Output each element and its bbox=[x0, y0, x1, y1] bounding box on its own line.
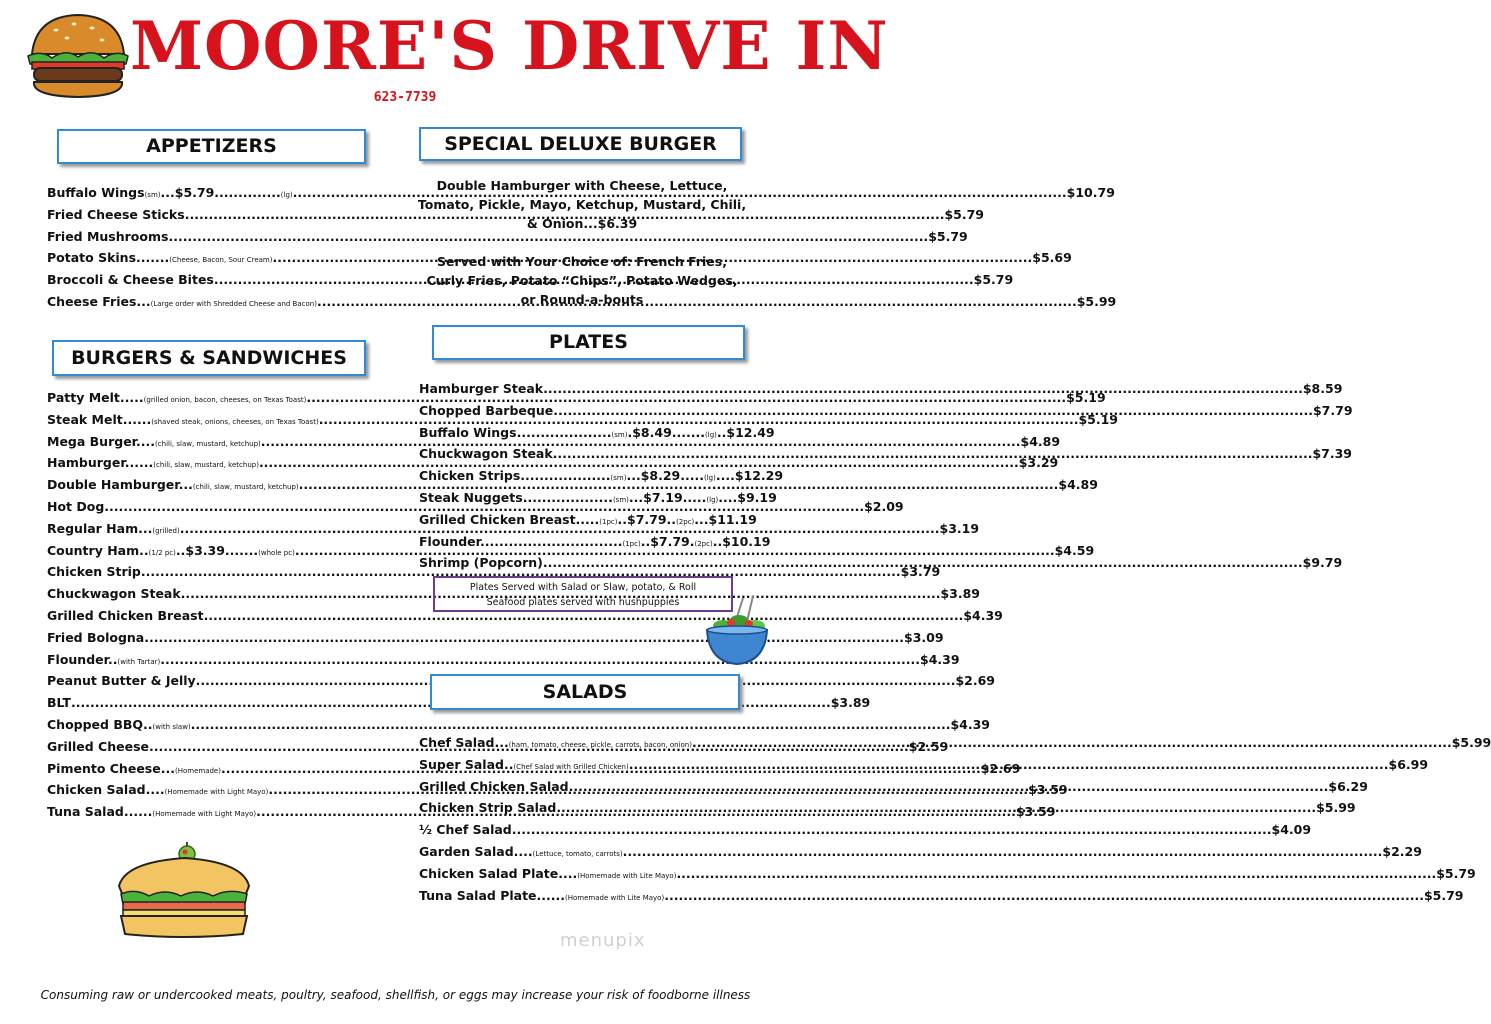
sandwich-icon bbox=[115, 834, 253, 942]
menu-item bbox=[419, 487, 777, 509]
item-price: $7.79 bbox=[1312, 402, 1353, 418]
item-price: $5.79 bbox=[1436, 865, 1476, 881]
item-price: ..$12.49 bbox=[716, 424, 775, 440]
item-name: Fried Mushrooms bbox=[47, 228, 169, 244]
item-name: Chicken Salad.... bbox=[47, 782, 165, 798]
item-note: (Homemade with Light Mayo) bbox=[152, 810, 257, 819]
dot-leader bbox=[629, 754, 1389, 776]
item-note: (with Tartar) bbox=[117, 657, 161, 666]
item-name: Buffalo Wings bbox=[47, 185, 145, 200]
item-price: ...$10.79 bbox=[1052, 185, 1115, 200]
item-note: (lg) bbox=[705, 430, 717, 439]
item-name: Chicken Strip Salad bbox=[419, 800, 557, 816]
menu-item bbox=[47, 714, 990, 736]
plates-heading: PLATES bbox=[432, 325, 745, 360]
item-note: (ham, tomato, cheese, pickle, carrots, bacon, onion) bbox=[508, 741, 692, 749]
item-note: (1/2 pc) bbox=[148, 548, 176, 557]
item-price: $3.59 bbox=[1015, 804, 1056, 820]
item-note: (lg) bbox=[280, 191, 293, 199]
special-heading: SPECIAL DELUXE BURGER bbox=[419, 127, 742, 161]
item-price: $9.79 bbox=[1302, 555, 1343, 571]
phone-number: 623-7739 bbox=[373, 90, 437, 105]
item-price: $2.59 bbox=[908, 738, 949, 754]
item-price: $4.39 bbox=[963, 607, 1003, 623]
item-name: Grilled Chicken Salad bbox=[419, 778, 569, 794]
item-note: (sm) bbox=[611, 430, 628, 439]
item-name: Grilled Chicken Breast bbox=[47, 607, 204, 623]
menu-item bbox=[47, 182, 1115, 204]
menu-item bbox=[47, 291, 1117, 313]
item-price: $5.19 bbox=[1066, 390, 1106, 405]
item-name: BLT bbox=[47, 695, 71, 711]
dot-leader bbox=[553, 443, 1313, 465]
item-note: (Cheese, Bacon, Sour Cream) bbox=[169, 256, 273, 265]
item-price: $4.59 bbox=[1054, 542, 1095, 558]
item-price: $2.09 bbox=[864, 498, 904, 514]
item-note: (whole pc) bbox=[258, 548, 295, 557]
menu-item bbox=[419, 509, 757, 531]
item-price: $4.89 bbox=[1020, 433, 1061, 449]
item-price: $3.09 bbox=[904, 629, 944, 645]
item-note: (lg) bbox=[706, 495, 719, 504]
menu-item bbox=[47, 649, 960, 671]
item-name: Potato Skins....... bbox=[47, 250, 170, 266]
item-price: $2.29 bbox=[1382, 843, 1422, 859]
salad-bowl-icon bbox=[703, 590, 771, 670]
item-price-small: ..$7.79. bbox=[640, 533, 695, 549]
item-note: (grilled onion, bacon, cheeses, on Texas Toast) bbox=[143, 396, 307, 404]
dot-leader bbox=[664, 885, 1424, 907]
item-name: Cheese Fries... bbox=[47, 293, 151, 309]
salads-heading: SALADS bbox=[430, 674, 740, 710]
item-name: Steak Melt...... bbox=[47, 411, 152, 427]
item-name: Country Ham.. bbox=[47, 542, 149, 558]
item-price: $5.79 bbox=[973, 272, 1014, 288]
burger-icon bbox=[22, 10, 134, 102]
item-name: Chuckwagon Steak bbox=[47, 586, 181, 602]
menu-item bbox=[419, 531, 771, 553]
item-price: $2.69 bbox=[980, 760, 1021, 776]
plates-footnote-1: Plates Served with Salad or Slaw, potato, & Roll bbox=[469, 582, 697, 593]
item-name: Steak Nuggets................... bbox=[419, 489, 613, 505]
plates-note bbox=[433, 576, 733, 612]
menu-item bbox=[47, 204, 985, 226]
special-description: Double Hamburger with Cheese, Lettuce, Tomato, Pickle, Mayo, Ketchup, Mustard, Chili, & Onion...$6.39 bbox=[417, 178, 747, 231]
item-name: Chopped Barbeque bbox=[419, 402, 554, 418]
item-name: Chicken Strips................... bbox=[419, 468, 611, 484]
item-price: $6.99 bbox=[1388, 756, 1429, 772]
item-name: Hamburger...... bbox=[47, 455, 154, 471]
footer-disclaimer: Consuming raw or undercooked meats, poultry, seafood, shellfish, or eggs may increase your risk of foodborne illness bbox=[40, 988, 751, 1002]
item-price: $3.29 bbox=[1018, 455, 1059, 471]
item-name: Broccoli & Cheese Bites bbox=[47, 272, 214, 288]
dot-leader bbox=[623, 841, 1383, 863]
item-name: Double Hamburger... bbox=[47, 477, 193, 493]
item-price: $8.59 bbox=[1302, 381, 1343, 396]
item-name: Chicken Salad Plate.... bbox=[419, 865, 578, 881]
item-note: (Homemade with Lite Mayo) bbox=[577, 871, 677, 880]
item-price-small: ..$7.79.. bbox=[617, 511, 677, 527]
item-note: (chili, slaw, mustard, ketchup) bbox=[155, 439, 261, 448]
burgers-heading: BURGERS & SANDWICHES bbox=[52, 340, 366, 376]
item-note: (Homemade with Lite Mayo) bbox=[565, 893, 665, 902]
item-name: Mega Burger.... bbox=[47, 433, 156, 449]
dot-leader bbox=[569, 776, 1329, 798]
item-price: $5.69 bbox=[1032, 250, 1072, 266]
item-note: (sm) bbox=[612, 495, 629, 504]
menu-item bbox=[47, 269, 1014, 291]
item-price: $5.79 bbox=[928, 228, 968, 244]
item-name: Fried Cheese Sticks bbox=[47, 206, 185, 222]
item-price: $2.69 bbox=[955, 673, 995, 689]
item-note: (2pc) bbox=[676, 517, 695, 526]
special-sides: Served with Your Choice of: French Fries, Curly Fries, Potato “Chips”, Potato Wedges, or Round-a-bouts bbox=[426, 254, 738, 307]
item-name: ½ Chef Salad bbox=[419, 822, 512, 838]
item-note: (sm) bbox=[610, 474, 627, 483]
item-price: ...$11.19 bbox=[694, 511, 757, 527]
item-note: (Homemade) bbox=[174, 766, 221, 775]
item-price: $5.79 bbox=[944, 206, 985, 222]
dot-leader bbox=[160, 649, 920, 671]
watermark: menupix bbox=[560, 930, 646, 951]
item-name: Patty Melt..... bbox=[47, 390, 144, 405]
item-price: $3.89 bbox=[830, 695, 871, 711]
item-name: Fried Bologna bbox=[47, 629, 145, 645]
appetizers-heading: APPETIZERS bbox=[57, 129, 366, 164]
item-name: Grilled Cheese bbox=[47, 738, 150, 754]
item-name: Regular Ham... bbox=[47, 520, 153, 536]
menu-item bbox=[47, 605, 1003, 627]
item-price: $7.39 bbox=[1312, 446, 1352, 462]
item-price-small: ...$5.79.............. bbox=[160, 185, 281, 200]
item-name: Pimento Cheese... bbox=[47, 760, 175, 776]
item-name: Grilled Chicken Breast..... bbox=[419, 511, 600, 527]
dot-leader bbox=[556, 797, 1316, 819]
item-note: (grilled) bbox=[152, 526, 180, 535]
item-name: Tuna Salad Plate...... bbox=[419, 887, 566, 903]
item-note: (1pc) bbox=[622, 539, 641, 548]
item-price: $3.59 bbox=[1028, 782, 1068, 798]
item-price: $5.99 bbox=[1076, 293, 1117, 309]
item-price: $3.89 bbox=[940, 586, 980, 602]
item-note: (chili, slaw, mustard, ketchup) bbox=[192, 483, 299, 492]
menu-item bbox=[47, 247, 1072, 269]
item-name: Chopped BBQ.. bbox=[47, 716, 153, 732]
plates-footnote-2: Seafood plates served with hushpuppies bbox=[486, 597, 680, 608]
dot-leader bbox=[144, 627, 904, 649]
item-note: (Lettuce, tomato, carrots) bbox=[532, 849, 623, 858]
item-price: $4.89 bbox=[1058, 477, 1098, 493]
item-price: $5.99 bbox=[1316, 800, 1356, 816]
item-name: Buffalo Wings.................... bbox=[419, 424, 612, 440]
item-name: Super Salad.. bbox=[419, 756, 514, 772]
item-name: Tuna Salad...... bbox=[47, 804, 153, 820]
restaurant-title: MOORE'S DRIVE IN bbox=[130, 7, 889, 85]
item-note: (lg) bbox=[703, 474, 716, 483]
item-price-small: ...$7.19..... bbox=[628, 489, 707, 505]
item-note: (with slaw) bbox=[152, 722, 191, 731]
item-price: $5.79 bbox=[1423, 887, 1464, 903]
item-price: $4.09 bbox=[1271, 822, 1312, 838]
item-note: (Homemade with Light Mayo) bbox=[164, 788, 269, 797]
item-price: ....$9.19 bbox=[718, 489, 777, 505]
menu-item bbox=[419, 841, 1422, 863]
menu-item bbox=[419, 465, 784, 487]
item-name: Flounder.. bbox=[47, 651, 118, 667]
item-price: $4.39 bbox=[920, 651, 960, 667]
menu-item bbox=[47, 226, 968, 248]
item-name: Garden Salad.... bbox=[419, 843, 533, 859]
item-price: $5.19 bbox=[1078, 411, 1118, 427]
item-price: $3.19 bbox=[939, 520, 980, 536]
item-price: $6.29 bbox=[1328, 778, 1368, 794]
dot-leader bbox=[676, 863, 1436, 885]
dot-leader bbox=[692, 732, 1452, 754]
item-name: Chuckwagon Steak bbox=[419, 446, 553, 462]
item-price: $4.39 bbox=[950, 716, 990, 732]
item-price-small: .$8.49....... bbox=[627, 424, 706, 440]
item-name: Chicken Strip bbox=[47, 564, 141, 580]
item-note: (Large order with Shredded Cheese and Bacon) bbox=[150, 299, 317, 308]
dot-leader bbox=[553, 400, 1313, 422]
item-price-small: ..$3.39....... bbox=[175, 542, 259, 558]
item-price: ..$10.19 bbox=[712, 533, 771, 549]
item-note: (2pc) bbox=[694, 539, 713, 548]
item-name: Shrimp (Popcorn) bbox=[419, 555, 543, 571]
item-name: Chef Salad... bbox=[419, 735, 509, 750]
item-name: Peanut Butter & Jelly bbox=[47, 673, 196, 689]
item-price: $3.79 bbox=[900, 564, 941, 580]
item-note: (sm) bbox=[144, 191, 161, 199]
dot-leader bbox=[543, 552, 1303, 574]
menu-item bbox=[419, 422, 775, 444]
item-name: Flounder.............................. bbox=[419, 533, 623, 549]
item-price: ....$12.29 bbox=[715, 468, 784, 484]
item-note: (1pc) bbox=[599, 517, 618, 526]
menu-item bbox=[419, 885, 1464, 907]
item-name: Hamburger Steak bbox=[419, 381, 544, 396]
dot-leader bbox=[512, 819, 1272, 841]
item-note: (shaved steak, onions, cheeses, on Texas Toast) bbox=[151, 417, 319, 426]
dot-leader bbox=[543, 378, 1303, 400]
menu-item bbox=[419, 819, 1312, 841]
menu-item bbox=[47, 627, 944, 649]
item-price: $5.99 bbox=[1451, 735, 1491, 750]
item-price-small: ...$8.29..... bbox=[626, 468, 704, 484]
menu-item bbox=[419, 863, 1476, 885]
item-name: Hot Dog bbox=[47, 498, 105, 514]
item-note: (Chef Salad with Grilled Chicken) bbox=[513, 762, 629, 771]
item-note: (chili, slaw, mustard, ketchup) bbox=[153, 461, 259, 470]
